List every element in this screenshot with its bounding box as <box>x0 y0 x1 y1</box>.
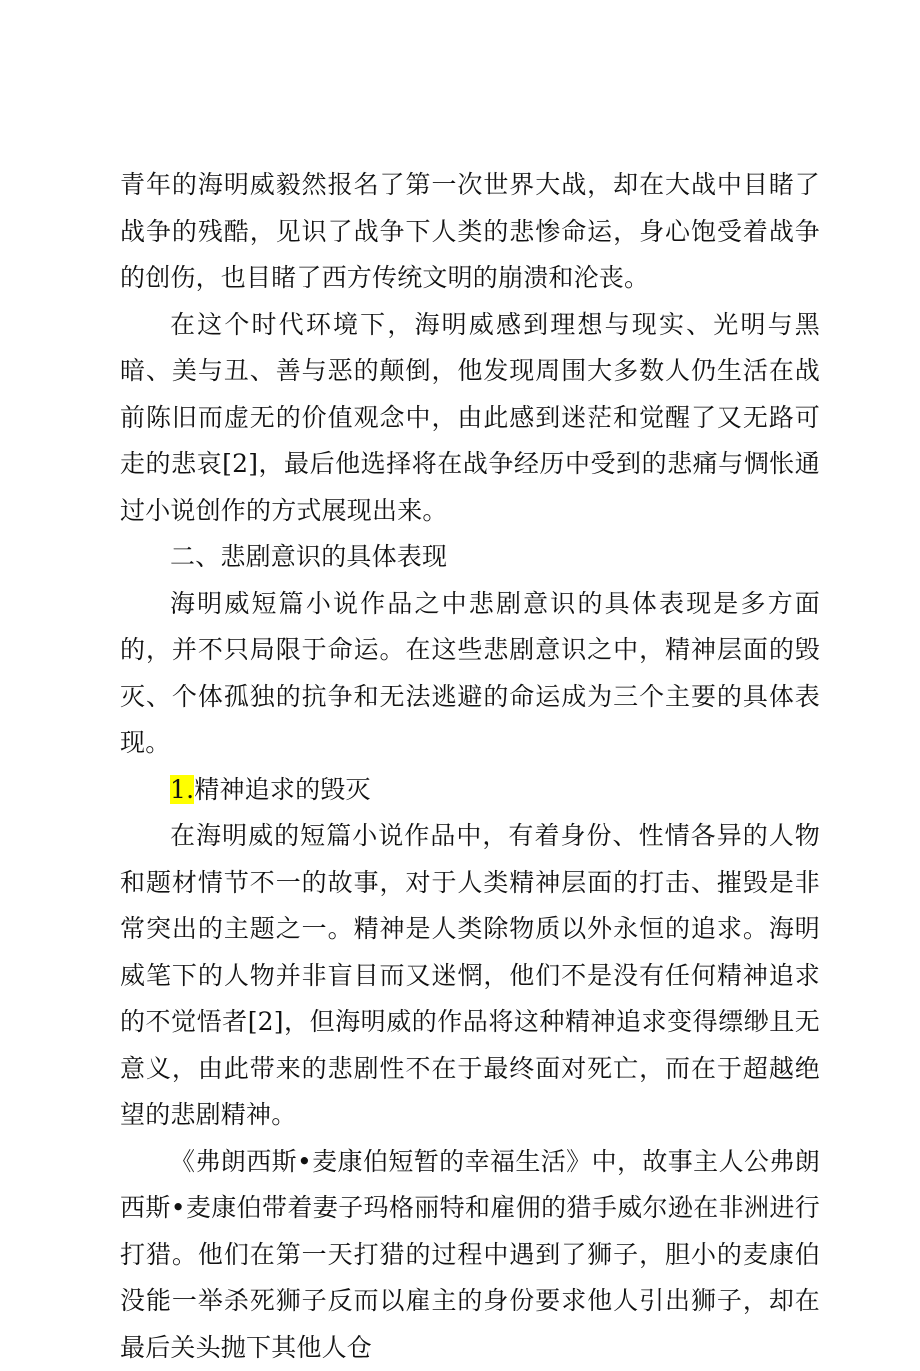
section-heading: 二、悲剧意识的具体表现 <box>120 534 820 581</box>
paragraph-war-experience: 青年的海明威毅然报名了第一次世界大战，却在大战中目睹了战争的残酷，见识了战争下人类的悲惨命运，身心饱受着战争的创伤，也目睹了西方传统文明的崩溃和沦丧。 <box>120 162 820 302</box>
paragraph-macomber-story: 《弗朗西斯•麦康伯短暂的幸福生活》中，故事主人公弗朗西斯•麦康伯带着妻子玛格丽特和雇佣的猎手威尔逊在非洲进行打猎。他们在第一天打猎的过程中遇到了狮子，胆小的麦康伯没能一举杀死狮子反而以雇主的身份要求他人引出狮子，却在最后关头抛下其他人仓 <box>120 1139 820 1371</box>
highlighted-number: 1. <box>170 775 194 804</box>
subsection-heading <box>120 767 820 814</box>
subsection-title: 精神追求的毁灭 <box>194 775 370 804</box>
paragraph-spiritual-destruction: 在海明威的短篇小说作品中，有着身份、性情各异的人物和题材情节不一的故事，对于人类精神层面的打击、摧毁是非常突出的主题之一。精神是人类除物质以外永恒的追求。海明威笔下的人物并非盲目而又迷惘，他们不是没有任何精神追求的不觉悟者[2]，但海明威的作品将这种精神追求变得缥缈且无意义，由此带来的悲剧性不在于最终面对死亡，而在于超越绝望的悲剧精神。 <box>120 813 820 1139</box>
paragraph-era-environment: 在这个时代环境下，海明威感到理想与现实、光明与黑暗、美与丑、善与恶的颠倒，他发现周围大多数人仍生活在战前陈旧而虚无的价值观念中，由此感到迷茫和觉醒了又无路可走的悲哀[2]，最后他选择将在战争经历中受到的悲痛与惆怅通过小说创作的方式展现出来。 <box>120 302 820 535</box>
document-body <box>120 162 820 1371</box>
paragraph-tragic-manifestations: 海明威短篇小说作品之中悲剧意识的具体表现是多方面的，并不只局限于命运。在这些悲剧意识之中，精神层面的毁灭、个体孤独的抗争和无法逃避的命运成为三个主要的具体表现。 <box>120 581 820 767</box>
